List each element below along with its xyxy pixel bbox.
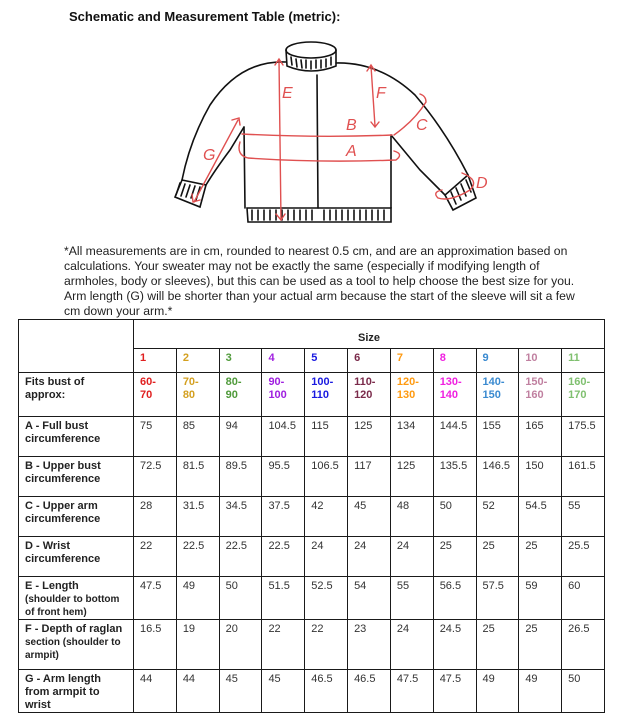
measurement-value: 56.5 [433,577,476,620]
row-label [19,670,134,713]
measurement-value: 52 [476,497,519,537]
row-label-text: D - Wrist circumference [25,540,101,565]
measurement-value: 51.5 [262,577,305,620]
measurement-value: 175.5 [562,417,605,457]
measurement-value: 42 [305,497,348,537]
measurement-value: 54.5 [519,497,562,537]
row-label [19,457,134,497]
measurement-value: 22 [134,537,177,577]
row-label: Fits bust of approx: [19,373,134,417]
measurement-value: 23 [348,620,391,670]
bust-range-row [19,373,605,417]
measurement-value: 24 [305,537,348,577]
measurement-value: 115 [305,417,348,457]
measurement-value: 22.5 [176,537,219,577]
label-c: C [416,117,428,134]
size-number: 6 [348,349,391,373]
measurement-value: 144.5 [433,417,476,457]
measurement-value: 94 [219,417,262,457]
measurement-value: 150 [519,457,562,497]
bust-range: 60- 70 [134,373,177,417]
measurement-value: 48 [390,497,433,537]
measurement-value: 45 [262,670,305,713]
measurement-value: 125 [348,417,391,457]
label-e: E [282,85,293,102]
measurement-value: 59 [519,577,562,620]
measurement-value: 125 [390,457,433,497]
size-number: 9 [476,349,519,373]
row-label [19,417,134,457]
measurement-value: 155 [476,417,519,457]
measurement-value: 31.5 [176,497,219,537]
row-label [19,537,134,577]
measurement-value: 60 [562,577,605,620]
row-label-text: B - Upper bust circumference [25,460,101,485]
size-number: 4 [262,349,305,373]
measurement-value: 25 [519,620,562,670]
measurement-value: 37.5 [262,497,305,537]
measurement-value: 104.5 [262,417,305,457]
measurement-note: *All measurements are in cm, rounded to nearest 0.5 cm, and are an approximation based on calculations. Your sweater may not be exactly the same (especially if modifying length of armholes, body or sleeves), but this can be used as a tool to help choose the best size for you. Arm length (G) will be shorter than your actual arm because the start of the sleeve will sit a few cm down your arm.* [64,244,575,318]
label-a: A [346,143,357,160]
measurement-value: 161.5 [562,457,605,497]
row-label-text: A - Full bust circumference [25,420,101,445]
table-row [19,537,605,577]
measurement-value: 106.5 [305,457,348,497]
size-number: 5 [305,349,348,373]
line-e [279,60,281,220]
measurement-value: 22 [305,620,348,670]
bust-range: 120- 130 [390,373,433,417]
measurement-value: 19 [176,620,219,670]
measurement-value: 50 [219,577,262,620]
row-label-detail: (shoulder to bottom of front hem) [25,594,120,618]
measurement-value: 47.5 [390,670,433,713]
label-f: F [376,85,386,102]
bust-range: 80- 90 [219,373,262,417]
table-row [19,620,605,670]
measurement-value: 55 [390,577,433,620]
measurement-value: 24 [348,537,391,577]
bust-range: 150- 160 [519,373,562,417]
table-row [19,577,605,620]
measurement-value: 45 [348,497,391,537]
measurement-value: 75 [134,417,177,457]
measurement-value: 34.5 [219,497,262,537]
measurement-value: 20 [219,620,262,670]
line-g [194,120,238,202]
measurement-value: 25 [476,537,519,577]
measurement-value: 165 [519,417,562,457]
measurement-value: 85 [176,417,219,457]
bust-range: 110- 120 [348,373,391,417]
measurement-value: 134 [390,417,433,457]
table-row [19,417,605,457]
measurement-value: 47.5 [433,670,476,713]
measurement-lines [192,59,474,220]
measurement-value: 22.5 [219,537,262,577]
row-label-text: C - Upper arm circumference [25,500,101,525]
measurement-value: 22.5 [262,537,305,577]
measurement-table [18,319,605,713]
row-label-text: G - Arm length from armpit to wrist [25,673,101,711]
measurement-value: 25 [433,537,476,577]
measurement-value: 54 [348,577,391,620]
measurement-value: 24.5 [433,620,476,670]
measurement-value: 95.5 [262,457,305,497]
header-blank-cell [19,320,134,373]
row-label [19,577,134,620]
measurement-value: 24 [390,537,433,577]
measurement-value: 89.5 [219,457,262,497]
measurement-value: 16.5 [134,620,177,670]
measurement-value: 25.5 [562,537,605,577]
row-label [19,620,134,670]
measurement-value: 72.5 [134,457,177,497]
line-a [239,142,400,161]
measurement-value: 47.5 [134,577,177,620]
measurement-value: 44 [176,670,219,713]
measurement-value: 25 [519,537,562,577]
measurement-value: 55 [562,497,605,537]
measurement-value: 50 [562,670,605,713]
measurement-value: 46.5 [305,670,348,713]
table-row [19,497,605,537]
measurement-value: 52.5 [305,577,348,620]
bust-range: 140- 150 [476,373,519,417]
measurement-value: 57.5 [476,577,519,620]
size-number: 11 [562,349,605,373]
label-d: D [476,175,488,192]
measurement-value: 22 [262,620,305,670]
measurement-value: 45 [219,670,262,713]
line-f [371,66,375,126]
row-label-text: F - Depth of raglan [25,623,123,635]
size-header: Size [134,320,605,349]
measurement-value: 146.5 [476,457,519,497]
size-header-row [19,320,605,349]
measurement-value: 46.5 [348,670,391,713]
size-number: 2 [176,349,219,373]
table-row [19,670,605,713]
row-label-text: E - Length [25,580,79,592]
bust-range: 100- 110 [305,373,348,417]
measurement-value: 135.5 [433,457,476,497]
bust-range: 70- 80 [176,373,219,417]
row-label-detail: section (shoulder to armpit) [25,637,121,661]
size-number: 1 [134,349,177,373]
size-number: 10 [519,349,562,373]
bust-range: 160- 170 [562,373,605,417]
measurement-value: 50 [433,497,476,537]
measurement-value: 25 [476,620,519,670]
measurement-value: 49 [176,577,219,620]
label-b: B [346,117,357,134]
measurement-value: 28 [134,497,177,537]
page-title: Schematic and Measurement Table (metric): [69,9,341,24]
sweater-outline [175,42,476,222]
measurement-value: 44 [134,670,177,713]
bust-range: 130- 140 [433,373,476,417]
measurement-value: 49 [476,670,519,713]
size-number: 3 [219,349,262,373]
size-number: 7 [390,349,433,373]
table-row [19,457,605,497]
measurement-value: 26.5 [562,620,605,670]
bust-range: 90- 100 [262,373,305,417]
row-label [19,497,134,537]
measurement-value: 81.5 [176,457,219,497]
measurement-value: 117 [348,457,391,497]
label-g: G [203,147,216,164]
measurement-value: 24 [390,620,433,670]
sweater-schematic [170,30,510,230]
size-number: 8 [433,349,476,373]
measurement-value: 49 [519,670,562,713]
